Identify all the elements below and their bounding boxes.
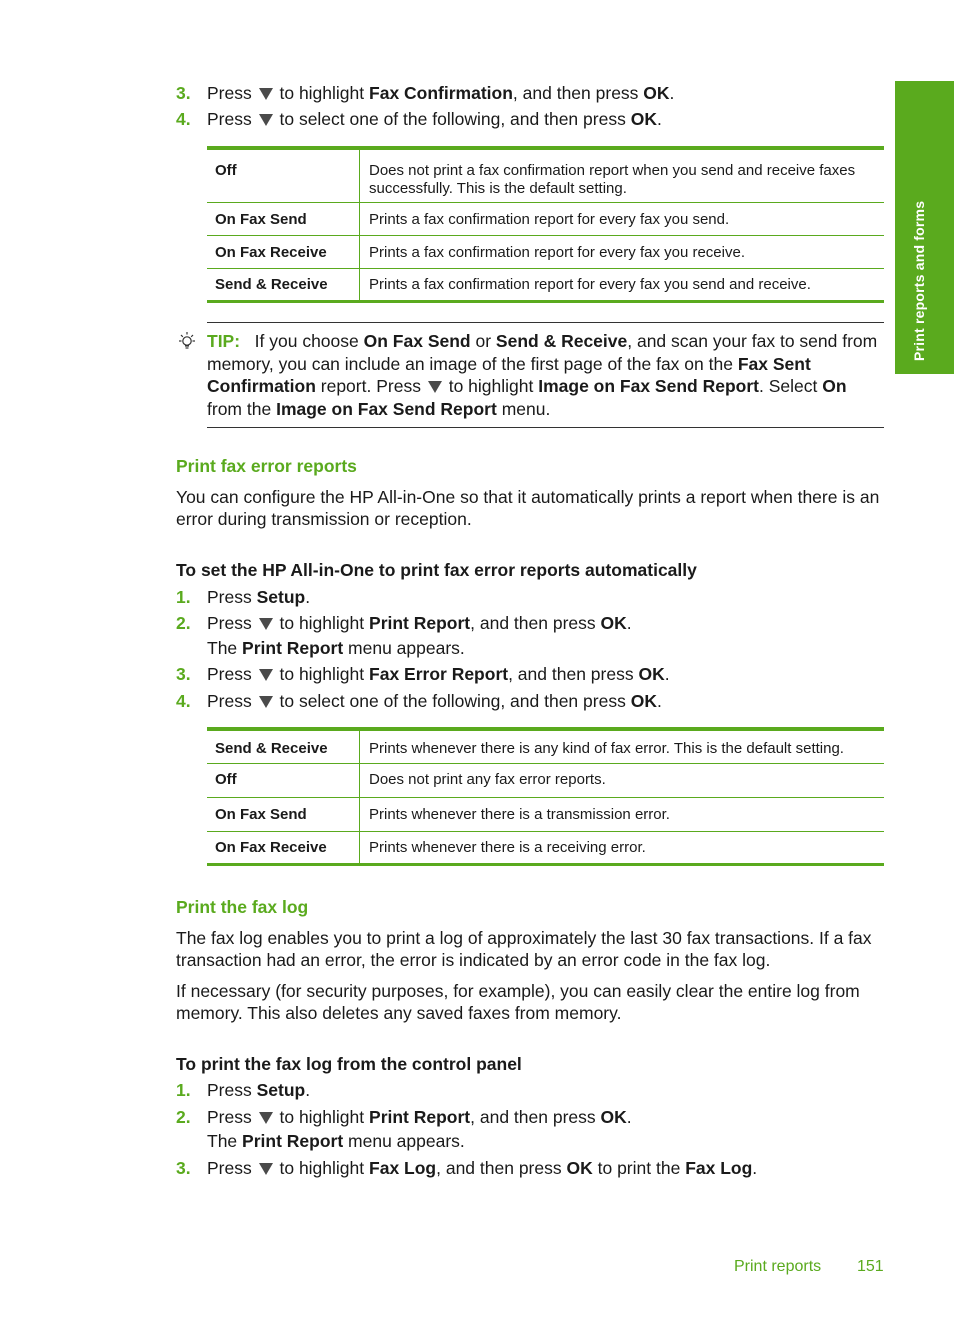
section-heading-fax-log: Print the fax log [176, 897, 309, 917]
step-number: 4. [176, 109, 191, 129]
option-description: Prints a fax confirmation report for every fax you send. [360, 202, 885, 235]
option-name: On Fax Receive [207, 831, 360, 864]
section-intro: You can configure the HP All-in-One so that it automatically prints a report when there is an error during transmission or reception. [176, 487, 880, 529]
option-description: Prints a fax confirmation report for every fax you send and receive. [360, 268, 885, 301]
table-row [207, 729, 884, 763]
table-row [207, 268, 884, 301]
table-row [207, 235, 884, 268]
option-name: Send & Receive [207, 268, 360, 301]
table-row [207, 797, 884, 831]
fax-confirmation-options-table [207, 146, 884, 303]
down-arrow-icon [259, 696, 273, 708]
option-description: Prints whenever there is any kind of fax error. This is the default setting. [369, 740, 844, 757]
fax-log-paragraph-1: The fax log enables you to print a log of approximately the last 30 fax transactions. If a fax transaction had an error, the error is indicated by an error code in the fax log. [176, 928, 872, 970]
down-arrow-icon [428, 381, 442, 393]
option-description: Does not print any fax error reports. [360, 763, 885, 797]
procedure-heading: To set the HP All-in-One to print fax error reports automatically [176, 560, 697, 580]
table-row [207, 202, 884, 235]
option-description: Prints whenever there is a receiving error. [360, 831, 885, 864]
table-row [207, 831, 884, 864]
down-arrow-icon [259, 88, 273, 100]
option-name: Send & Receive [207, 729, 360, 763]
option-description: Prints a fax confirmation report for every fax you receive. [360, 235, 885, 268]
fax-error-options-table [207, 727, 884, 866]
option-name: Off [207, 763, 360, 797]
down-arrow-icon [259, 114, 273, 126]
option-name: On Fax Receive [207, 235, 360, 268]
section-heading-fax-error-reports: Print fax error reports [176, 456, 357, 476]
option-name: On Fax Send [207, 797, 360, 831]
down-arrow-icon [259, 669, 273, 681]
option-name: On Fax Send [207, 202, 360, 235]
step-number: 3. [176, 83, 191, 103]
fax-log-paragraph-2: If necessary (for security purposes, for example), you can easily clear the entire log from memory. This also deletes any saved faxes from memory. [176, 981, 860, 1023]
tip-label: TIP: [207, 331, 241, 351]
tip-box [207, 322, 884, 428]
option-description: Does not print a fax confirmation report when you send and receive faxes successfully. This is the default setting. [369, 162, 856, 197]
footer-page-number: 151 [857, 1258, 884, 1275]
side-tab [895, 81, 954, 374]
down-arrow-icon [259, 1163, 273, 1175]
option-name: Off [207, 148, 360, 202]
side-tab-label: Print reports and forms [911, 200, 927, 361]
footer-section-name: Print reports [734, 1258, 822, 1275]
down-arrow-icon [259, 618, 273, 630]
tip-text: TIP: If you choose On Fax Send or Send & Receive, and scan your fax to send from memory, you can include an image of the first page of the fax on the Fax Sent Confirmation report. Press to highlight Image on Fax Send Report. Select On from the Image on Fax Send Report menu. [207, 331, 878, 419]
option-description: Prints whenever there is a transmission error. [360, 797, 885, 831]
procedure-heading: To print the fax log from the control panel [176, 1054, 522, 1074]
table-row [207, 148, 884, 202]
lightbulb-icon [176, 331, 198, 353]
down-arrow-icon [259, 1112, 273, 1124]
table-row [207, 763, 884, 797]
